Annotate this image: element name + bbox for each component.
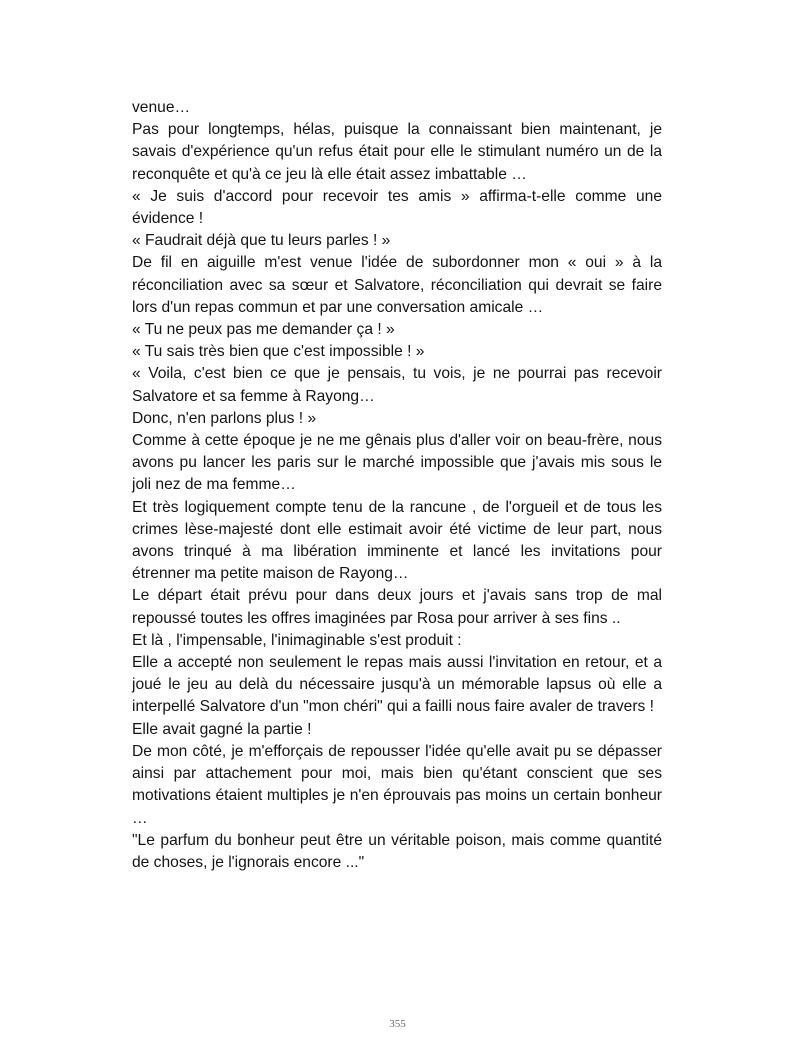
body-text [132, 97, 662, 874]
page-number: 355 [389, 1018, 406, 1030]
paragraph: « Tu ne peux pas me demander ça ! » [132, 321, 395, 339]
paragraph: Pas pour longtemps, hélas, puisque la connaissant bien maintenant, je savais d'expérience qu'un refus était pour elle le stimulant numéro un de la reconquête et qu'à ce jeu là elle était assez imbattable … [132, 121, 662, 183]
paragraph: « Tu sais très bien que c'est impossible ! » [132, 343, 425, 361]
paragraph: "Le parfum du bonheur peut être un véritable poison, mais comme quantité de choses, je l'ignorais encore ..." [132, 831, 662, 871]
paragraph: « Faudrait déjà que tu leurs parles ! » [132, 232, 391, 250]
paragraph: Donc, n'en parlons plus ! » [132, 409, 317, 427]
paragraph: Le départ était prévu pour dans deux jours et j'avais sans trop de mal repoussé toutes les offres imaginées par Rosa pour arriver à ses fins .. [132, 587, 662, 627]
paragraph: Elle a accepté non seulement le repas mais aussi l'invitation en retour, et a joué le jeu au delà du nécessaire jusqu'à un mémorable lapsus où elle a interpellé Salvatore d'un "mon chéri" qui a failli nous faire avaler de travers ! [132, 654, 662, 716]
paragraph: De mon côté, je m'efforçais de repousser l'idée qu'elle avait pu se dépasser ainsi par attachement pour moi, mais bien qu'étant conscient que ses motivations étaient multiples je n'en éprouvais pas moins un certain bonheur … [132, 742, 662, 827]
paragraph: Et là , l'impensable, l'inimaginable s'est produit : [132, 631, 462, 649]
paragraph: Comme à cette époque je ne me gênais plus d'aller voir on beau-frère, nous avons pu lancer les paris sur le marché impossible que j'avais mis sous le joli nez de ma femme… [132, 432, 662, 494]
paragraph: « Voila, c'est bien ce que je pensais, tu vois, je ne pourrai pas recevoir Salvatore et sa femme à Rayong… [132, 365, 662, 405]
paragraph: Et très logiquement compte tenu de la rancune , de l'orgueil et de tous les crimes lèse-majesté dont elle estimait avoir été victime de leur part, nous avons trinqué à ma libération imminente et lancé les invitations pour étrenner ma petite maison de Rayong… [132, 498, 662, 583]
paragraph: Elle avait gagné la partie ! [132, 720, 312, 738]
paragraph: venue… [132, 99, 191, 116]
paragraph: « Je suis d'accord pour recevoir tes amis » affirma-t-elle comme une évidence ! [132, 187, 662, 228]
paragraph: De fil en aiguille m'est venue l'idée de subordonner mon « oui » à la réconciliation avec sa sœur et Salvatore, réconciliation qui devrait se faire lors d'un repas commun et par une conversation amicale … [132, 254, 662, 316]
